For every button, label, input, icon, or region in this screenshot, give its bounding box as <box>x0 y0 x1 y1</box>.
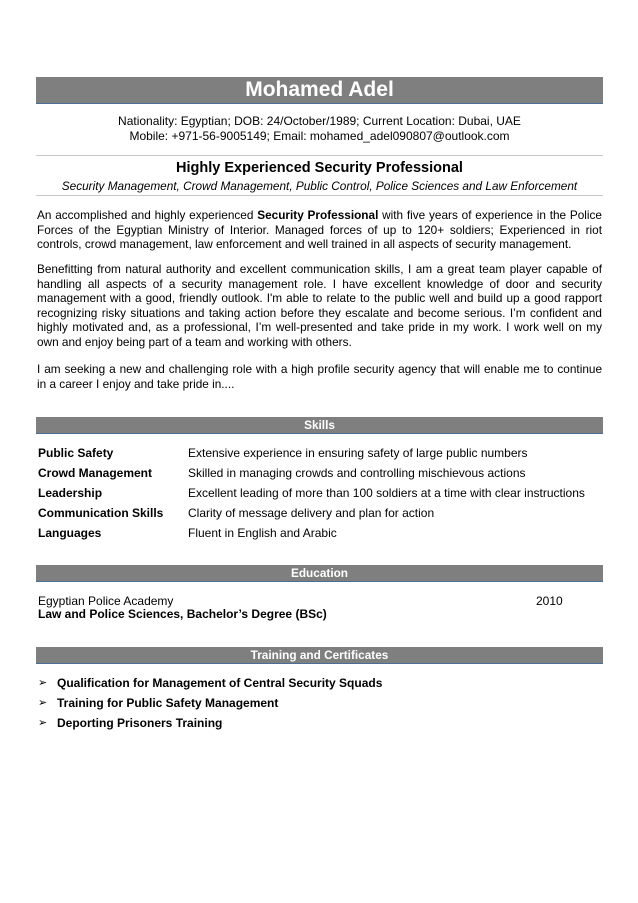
summary-paragraph-3: I am seeking a new and challenging role with a high profile security agency that will enable me to continue in a career I enjoy and take pride in.... <box>37 362 602 391</box>
education-heading: Education <box>36 565 603 582</box>
contact-line-personal: Nationality: Egyptian; DOB: 24/October/1989; Current Location: Dubai, UAE <box>118 114 521 128</box>
training-item-text: Training for Public Safety Management <box>57 696 279 710</box>
education-degree: Law and Police Sciences, Bachelor’s Degree (BSc) <box>38 607 327 621</box>
arrow-bullet-icon: ➢ <box>38 677 48 689</box>
headline-title: Highly Experienced Security Professional <box>176 160 463 176</box>
summary-p1-bold: Security Professional <box>257 208 379 222</box>
divider-top <box>36 155 603 156</box>
headline-tagline: Security Management, Crowd Management, Public Control, Police Sciences and Law Enforcement <box>61 179 578 193</box>
training-heading: Training and Certificates <box>36 647 603 664</box>
divider-headline <box>36 195 603 196</box>
skill-name: Languages <box>38 526 102 540</box>
skill-description: Skilled in managing crowds and controlling mischievous actions <box>188 466 526 480</box>
arrow-bullet-icon: ➢ <box>38 697 48 709</box>
arrow-bullet-icon: ➢ <box>38 717 48 729</box>
contact-info <box>36 114 603 144</box>
summary-p1-end: with five years of experience in the Police Forces of the Egyptian Ministry of Interior. Managed forces of up to 120+ soldiers; Experienced in riot controls, crowd management, law enforcement and well trained in all aspects of security management. <box>37 208 602 252</box>
contact-line-mobile-email: Mobile: +971-56-9005149; Email: mohamed_adel090807@outlook.com <box>129 129 510 143</box>
name-banner: Mohamed Adel <box>36 77 603 104</box>
skills-heading: Skills <box>36 417 603 434</box>
skill-name: Communication Skills <box>38 506 164 520</box>
skill-description: Extensive experience in ensuring safety of large public numbers <box>188 446 528 460</box>
summary-paragraph-1 <box>37 208 602 252</box>
skill-name: Leadership <box>38 486 103 500</box>
skill-description: Fluent in English and Arabic <box>188 526 337 540</box>
training-item-text: Qualification for Management of Central Security Squads <box>57 676 383 690</box>
skill-name: Public Safety <box>38 446 114 460</box>
summary-paragraph-2: Benefitting from natural authority and excellent communication skills, I am a great team player capable of handling all aspects of a security management role. I have excellent knowledge of door and security management with a good, friendly outlook. I'm able to relate to the public well and build up a good rapport recognizing risky situations and taking action before they escalate and become serious. I’m confident and highly motivated and, as a professional, I’m well-presented and take pride in my work. I work well on my own and enjoy being part of a team and working with others. <box>37 262 602 349</box>
skill-description: Clarity of message delivery and plan for action <box>188 506 435 520</box>
skill-name: Crowd Management <box>38 466 153 480</box>
training-item-text: Deporting Prisoners Training <box>57 716 223 730</box>
education-year: 2010 <box>536 594 563 608</box>
summary-p1-start: An accomplished and highly experienced <box>37 208 258 222</box>
education-school: Egyptian Police Academy <box>38 594 174 608</box>
skill-description: Excellent leading of more than 100 soldiers at a time with clear instructions <box>188 486 585 500</box>
